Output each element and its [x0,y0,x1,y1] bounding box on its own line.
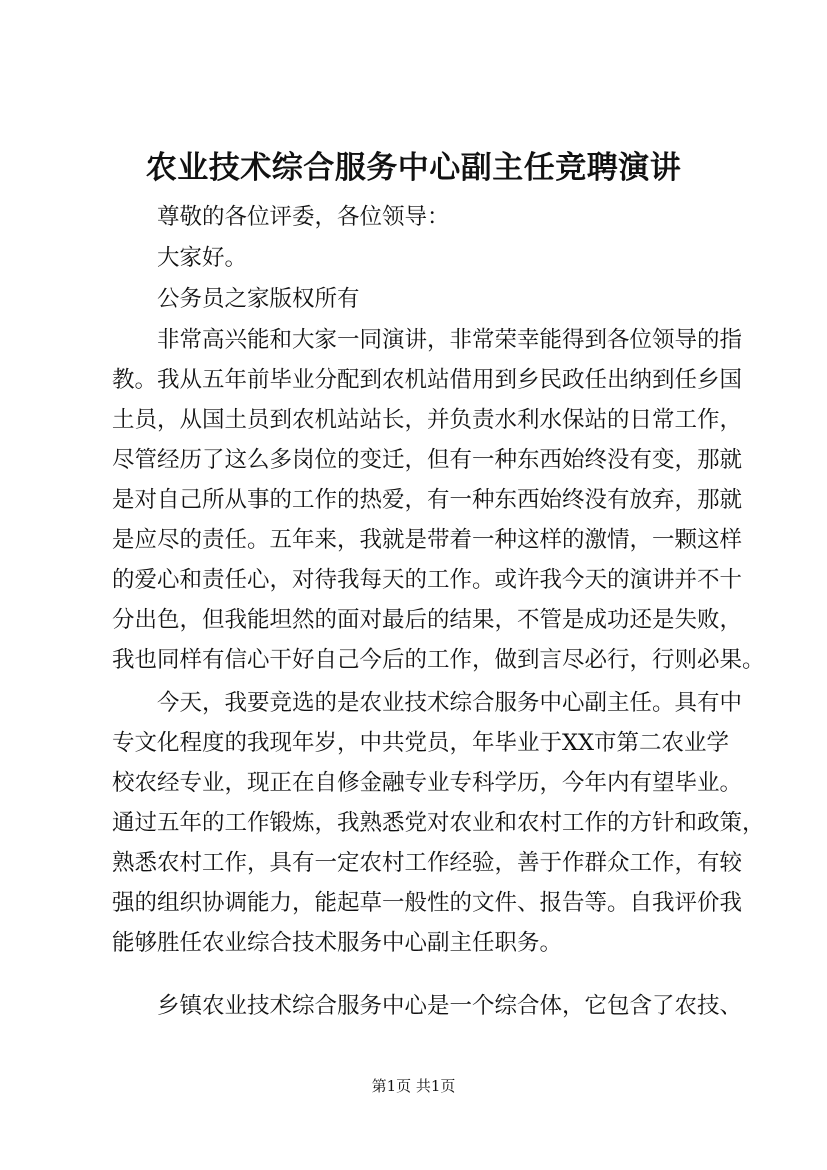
paragraph-2-line: 校农经专业，现正在自修金融专业专科学历，今年内有望毕业。 [112,770,743,796]
paragraph-1-line: 是应尽的责任。五年来，我就是带着一种这样的激情，一颗这样 [112,527,743,553]
paragraph-2-line: 熟悉农村工作，具有一定农村工作经验，善于作群众工作，有较 [112,850,743,876]
salutation: 尊敬的各位评委，各位领导： [157,204,450,230]
paragraph-2-line: 强的组织协调能力，能起草一般性的文件、报告等。自我评价我 [112,890,743,916]
paragraph-3-line: 乡镇农业技术综合服务中心是一个综合体，它包含了农技、 [157,993,743,1019]
document-title: 农业技术综合服务中心副主任竞聘演讲 [145,150,682,186]
paragraph-2-line: 今天，我要竞选的是农业技术综合服务中心副主任。具有中 [157,690,743,716]
paragraph-1-line: 是对自己所从事的工作的热爱，有一种东西始终没有放弃，那就 [112,487,743,513]
paragraph-1-line: 分出色，但我能坦然的面对最后的结果，不管是成功还是失败， [112,607,743,633]
paragraph-1-line: 非常高兴能和大家一同演讲，非常荣幸能得到各位领导的指 [157,327,743,353]
paragraph-2-line: 能够胜任农业综合技术服务中心副主任职务。 [112,930,563,956]
paragraph-2-line: 通过五年的工作锻炼，我熟悉党对农业和农村工作的方针和政策， [112,810,765,836]
paragraph-1-line: 土员，从国土员到农机站站长，并负责水利水保站的日常工作， [112,407,743,433]
greeting: 大家好。 [157,245,248,271]
paragraph-2-line: 专文化程度的我现年岁，中共党员，年毕业于XX市第二农业学 [112,730,730,756]
page-footer: 第1页 共1页 [371,1077,456,1095]
copyright-note: 公务员之家版权所有 [157,286,360,312]
paragraph-1-line: 教。我从五年前毕业分配到农机站借用到乡民政任出纳到任乡国 [112,367,743,393]
paragraph-1-line: 我也同样有信心干好自己今后的工作，做到言尽必行，行则必果。 [112,647,765,673]
paragraph-1-line: 的爱心和责任心，对待我每天的工作。或许我今天的演讲并不十 [112,567,743,593]
paragraph-1-line: 尽管经历了这么多岗位的变迁，但有一种东西始终没有变，那就 [112,447,743,473]
